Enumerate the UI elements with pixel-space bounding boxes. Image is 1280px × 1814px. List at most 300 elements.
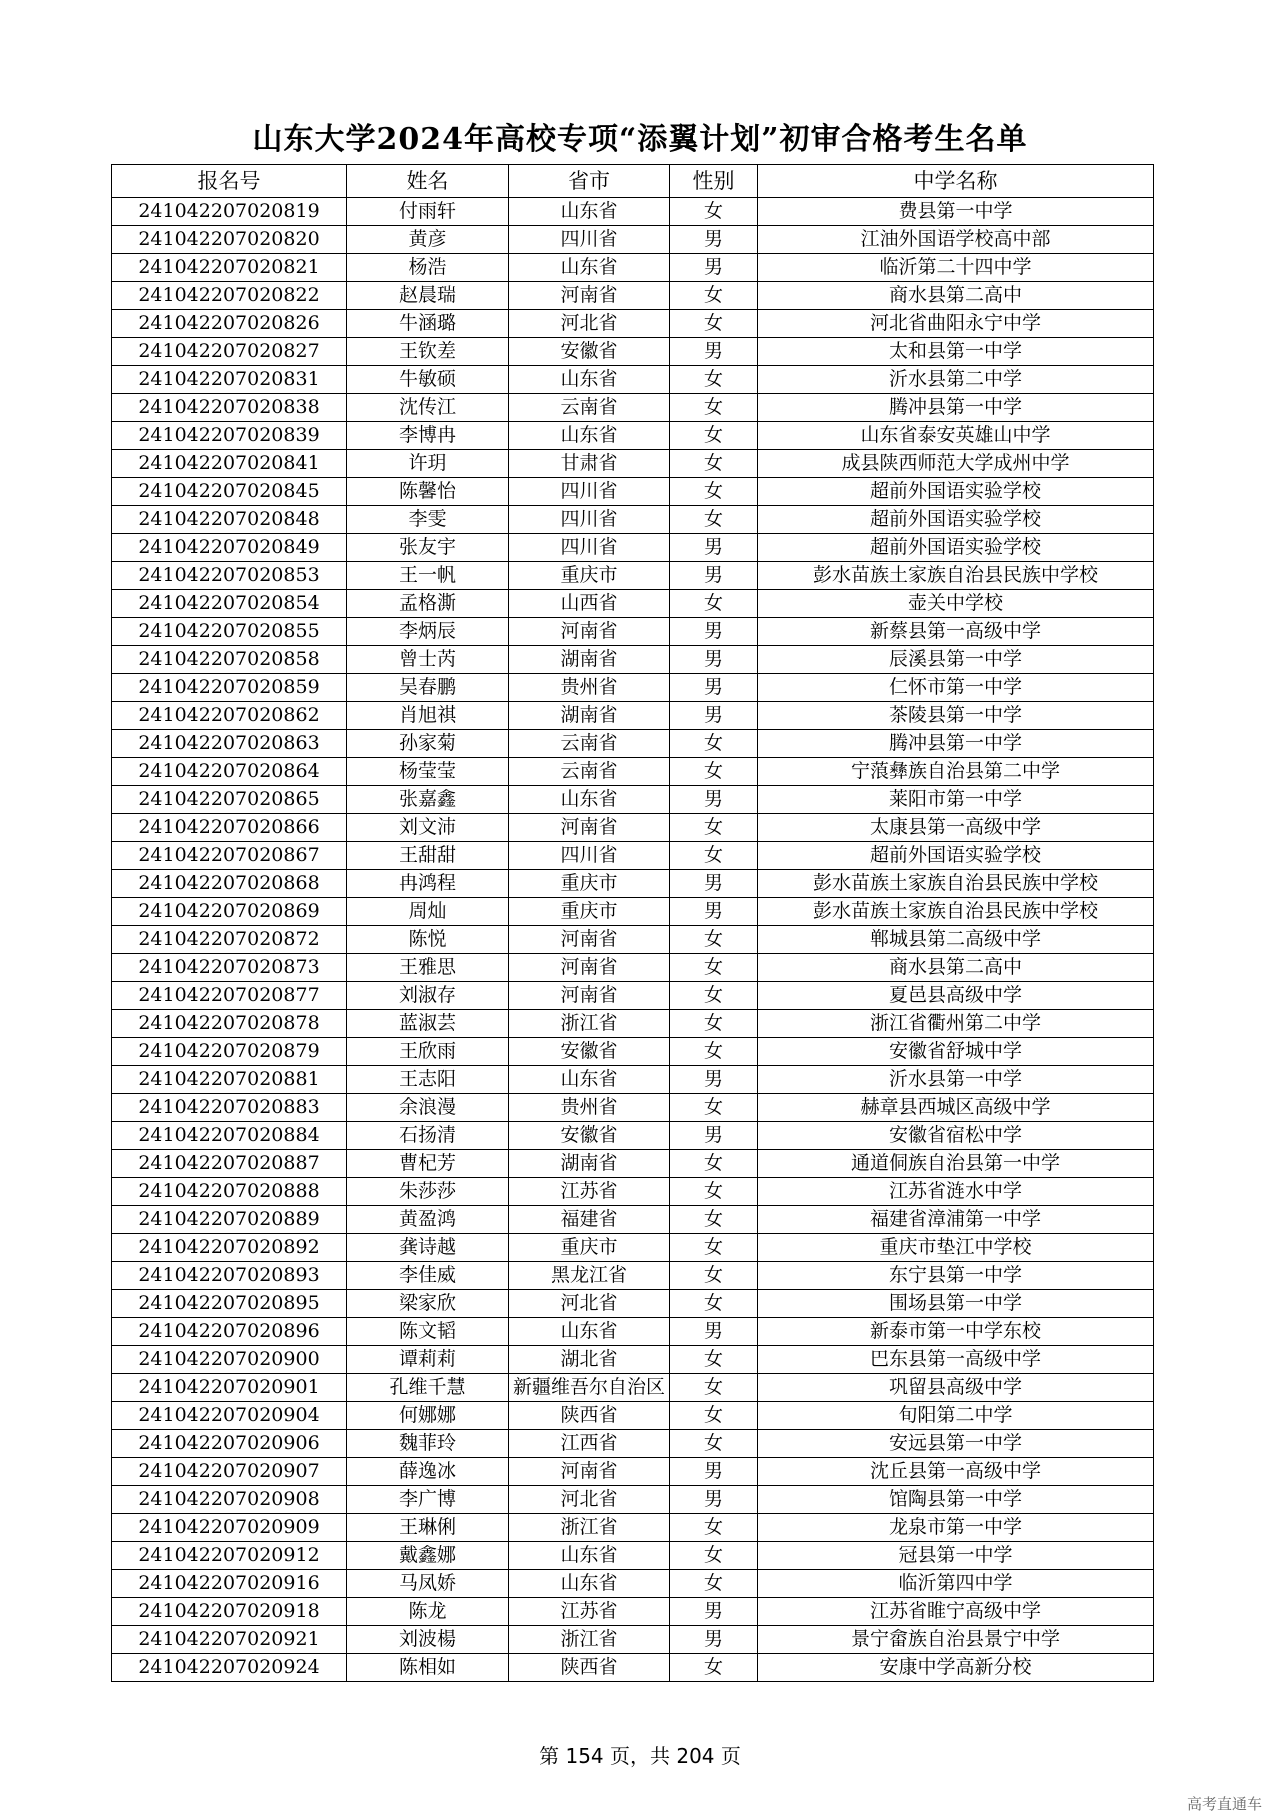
header-province: 省市 xyxy=(509,165,670,198)
table-row xyxy=(112,450,1154,478)
gender-cell: 女 xyxy=(670,198,758,226)
registration-number-cell: 241042207020859 xyxy=(112,674,347,702)
table-row xyxy=(112,1374,1154,1402)
school-cell: 沂水县第一中学 xyxy=(758,1066,1154,1094)
province-cell: 浙江省 xyxy=(509,1626,670,1654)
province-cell: 云南省 xyxy=(509,730,670,758)
province-cell: 河北省 xyxy=(509,1290,670,1318)
registration-number-cell: 241042207020884 xyxy=(112,1122,347,1150)
province-cell: 四川省 xyxy=(509,478,670,506)
registration-number-cell: 241042207020867 xyxy=(112,842,347,870)
registration-number-cell: 241042207020869 xyxy=(112,898,347,926)
province-cell: 安徽省 xyxy=(509,338,670,366)
table-row xyxy=(112,1598,1154,1626)
candidate-table xyxy=(111,164,1154,1682)
name-cell: 朱莎莎 xyxy=(347,1178,509,1206)
gender-cell: 女 xyxy=(670,758,758,786)
school-cell: 赫章县西城区高级中学 xyxy=(758,1094,1154,1122)
province-cell: 福建省 xyxy=(509,1206,670,1234)
school-cell: 沈丘县第一高级中学 xyxy=(758,1458,1154,1486)
gender-cell: 女 xyxy=(670,590,758,618)
registration-number-cell: 241042207020848 xyxy=(112,506,347,534)
gender-cell: 女 xyxy=(670,366,758,394)
name-cell: 李广博 xyxy=(347,1486,509,1514)
table-row xyxy=(112,786,1154,814)
name-cell: 蓝淑芸 xyxy=(347,1010,509,1038)
name-cell: 龚诗越 xyxy=(347,1234,509,1262)
registration-number-cell: 241042207020895 xyxy=(112,1290,347,1318)
name-cell: 黄盈鸿 xyxy=(347,1206,509,1234)
name-cell: 李佳威 xyxy=(347,1262,509,1290)
province-cell: 重庆市 xyxy=(509,898,670,926)
gender-cell: 女 xyxy=(670,730,758,758)
table-row xyxy=(112,226,1154,254)
table-row xyxy=(112,1626,1154,1654)
gender-cell: 女 xyxy=(670,1570,758,1598)
registration-number-cell: 241042207020863 xyxy=(112,730,347,758)
gender-cell: 女 xyxy=(670,982,758,1010)
name-cell: 谭莉莉 xyxy=(347,1346,509,1374)
school-cell: 超前外国语实验学校 xyxy=(758,478,1154,506)
name-cell: 陈相如 xyxy=(347,1654,509,1682)
school-cell: 太和县第一中学 xyxy=(758,338,1154,366)
header-gender: 性别 xyxy=(670,165,758,198)
table-row xyxy=(112,478,1154,506)
registration-number-cell: 241042207020896 xyxy=(112,1318,347,1346)
table-row xyxy=(112,702,1154,730)
school-cell: 郸城县第二高级中学 xyxy=(758,926,1154,954)
table-row xyxy=(112,394,1154,422)
province-cell: 重庆市 xyxy=(509,562,670,590)
name-cell: 王甜甜 xyxy=(347,842,509,870)
header-name: 姓名 xyxy=(347,165,509,198)
school-cell: 景宁畲族自治县景宁中学 xyxy=(758,1626,1154,1654)
registration-number-cell: 241042207020872 xyxy=(112,926,347,954)
gender-cell: 男 xyxy=(670,1486,758,1514)
table-row xyxy=(112,982,1154,1010)
registration-number-cell: 241042207020839 xyxy=(112,422,347,450)
school-cell: 冠县第一中学 xyxy=(758,1542,1154,1570)
name-cell: 孔维千慧 xyxy=(347,1374,509,1402)
registration-number-cell: 241042207020819 xyxy=(112,198,347,226)
province-cell: 四川省 xyxy=(509,842,670,870)
name-cell: 李炳辰 xyxy=(347,618,509,646)
registration-number-cell: 241042207020901 xyxy=(112,1374,347,1402)
school-cell: 壶关中学校 xyxy=(758,590,1154,618)
school-cell: 茶陵县第一中学 xyxy=(758,702,1154,730)
table-row xyxy=(112,1430,1154,1458)
name-cell: 曹杞芳 xyxy=(347,1150,509,1178)
table-row xyxy=(112,954,1154,982)
school-cell: 浙江省衢州第二中学 xyxy=(758,1010,1154,1038)
school-cell: 超前外国语实验学校 xyxy=(758,506,1154,534)
table-row xyxy=(112,506,1154,534)
table-row xyxy=(112,1038,1154,1066)
registration-number-cell: 241042207020916 xyxy=(112,1570,347,1598)
gender-cell: 女 xyxy=(670,1038,758,1066)
province-cell: 湖南省 xyxy=(509,702,670,730)
school-cell: 江苏省涟水中学 xyxy=(758,1178,1154,1206)
province-cell: 山东省 xyxy=(509,422,670,450)
gender-cell: 男 xyxy=(670,1066,758,1094)
registration-number-cell: 241042207020831 xyxy=(112,366,347,394)
school-cell: 河北省曲阳永宁中学 xyxy=(758,310,1154,338)
province-cell: 湖南省 xyxy=(509,646,670,674)
name-cell: 张友宇 xyxy=(347,534,509,562)
gender-cell: 女 xyxy=(670,450,758,478)
name-cell: 梁家欣 xyxy=(347,1290,509,1318)
gender-cell: 女 xyxy=(670,1542,758,1570)
school-cell: 安康中学高新分校 xyxy=(758,1654,1154,1682)
name-cell: 牛敏硕 xyxy=(347,366,509,394)
school-cell: 超前外国语实验学校 xyxy=(758,842,1154,870)
province-cell: 浙江省 xyxy=(509,1514,670,1542)
table-header-row xyxy=(112,165,1154,198)
gender-cell: 男 xyxy=(670,1626,758,1654)
province-cell: 新疆维吾尔自治区 xyxy=(509,1374,670,1402)
table-body xyxy=(112,198,1154,1682)
province-cell: 安徽省 xyxy=(509,1038,670,1066)
school-cell: 商水县第二高中 xyxy=(758,954,1154,982)
table-row xyxy=(112,1542,1154,1570)
gender-cell: 女 xyxy=(670,1094,758,1122)
registration-number-cell: 241042207020888 xyxy=(112,1178,347,1206)
registration-number-cell: 241042207020873 xyxy=(112,954,347,982)
school-cell: 新泰市第一中学东校 xyxy=(758,1318,1154,1346)
registration-number-cell: 241042207020893 xyxy=(112,1262,347,1290)
province-cell: 山东省 xyxy=(509,1318,670,1346)
name-cell: 马凤娇 xyxy=(347,1570,509,1598)
province-cell: 湖北省 xyxy=(509,1346,670,1374)
name-cell: 李博冉 xyxy=(347,422,509,450)
province-cell: 陕西省 xyxy=(509,1402,670,1430)
school-cell: 临沂第四中学 xyxy=(758,1570,1154,1598)
province-cell: 山东省 xyxy=(509,1542,670,1570)
table-row xyxy=(112,1570,1154,1598)
registration-number-cell: 241042207020906 xyxy=(112,1430,347,1458)
name-cell: 王雅思 xyxy=(347,954,509,982)
gender-cell: 男 xyxy=(670,1598,758,1626)
province-cell: 云南省 xyxy=(509,394,670,422)
registration-number-cell: 241042207020878 xyxy=(112,1010,347,1038)
gender-cell: 男 xyxy=(670,226,758,254)
school-cell: 彭水苗族土家族自治县民族中学校 xyxy=(758,562,1154,590)
name-cell: 周灿 xyxy=(347,898,509,926)
gender-cell: 女 xyxy=(670,1290,758,1318)
gender-cell: 女 xyxy=(670,954,758,982)
gender-cell: 男 xyxy=(670,646,758,674)
school-cell: 辰溪县第一中学 xyxy=(758,646,1154,674)
gender-cell: 女 xyxy=(670,926,758,954)
table-row xyxy=(112,674,1154,702)
gender-cell: 男 xyxy=(670,534,758,562)
school-cell: 重庆市垫江中学校 xyxy=(758,1234,1154,1262)
province-cell: 贵州省 xyxy=(509,674,670,702)
registration-number-cell: 241042207020855 xyxy=(112,618,347,646)
province-cell: 甘肃省 xyxy=(509,450,670,478)
gender-cell: 男 xyxy=(670,786,758,814)
name-cell: 薛逸冰 xyxy=(347,1458,509,1486)
province-cell: 河北省 xyxy=(509,1486,670,1514)
province-cell: 河南省 xyxy=(509,814,670,842)
registration-number-cell: 241042207020822 xyxy=(112,282,347,310)
table-row xyxy=(112,1066,1154,1094)
registration-number-cell: 241042207020838 xyxy=(112,394,347,422)
name-cell: 曾士芮 xyxy=(347,646,509,674)
name-cell: 魏菲玲 xyxy=(347,1430,509,1458)
school-cell: 商水县第二高中 xyxy=(758,282,1154,310)
table-row xyxy=(112,422,1154,450)
gender-cell: 男 xyxy=(670,674,758,702)
gender-cell: 女 xyxy=(670,310,758,338)
table-row xyxy=(112,1234,1154,1262)
name-cell: 牛涵璐 xyxy=(347,310,509,338)
table-row xyxy=(112,1290,1154,1318)
gender-cell: 女 xyxy=(670,1346,758,1374)
name-cell: 余浪漫 xyxy=(347,1094,509,1122)
registration-number-cell: 241042207020900 xyxy=(112,1346,347,1374)
name-cell: 陈悦 xyxy=(347,926,509,954)
table-row xyxy=(112,562,1154,590)
name-cell: 陈馨怡 xyxy=(347,478,509,506)
province-cell: 四川省 xyxy=(509,534,670,562)
registration-number-cell: 241042207020849 xyxy=(112,534,347,562)
province-cell: 四川省 xyxy=(509,226,670,254)
gender-cell: 女 xyxy=(670,1262,758,1290)
school-cell: 新蔡县第一高级中学 xyxy=(758,618,1154,646)
registration-number-cell: 241042207020883 xyxy=(112,1094,347,1122)
table-row xyxy=(112,1318,1154,1346)
registration-number-cell: 241042207020820 xyxy=(112,226,347,254)
table-row xyxy=(112,282,1154,310)
province-cell: 四川省 xyxy=(509,506,670,534)
registration-number-cell: 241042207020866 xyxy=(112,814,347,842)
registration-number-cell: 241042207020845 xyxy=(112,478,347,506)
province-cell: 云南省 xyxy=(509,758,670,786)
school-cell: 围场县第一中学 xyxy=(758,1290,1154,1318)
province-cell: 山西省 xyxy=(509,590,670,618)
table-row xyxy=(112,198,1154,226)
registration-number-cell: 241042207020821 xyxy=(112,254,347,282)
registration-number-cell: 241042207020877 xyxy=(112,982,347,1010)
province-cell: 湖南省 xyxy=(509,1150,670,1178)
name-cell: 王钦差 xyxy=(347,338,509,366)
school-cell: 龙泉市第一中学 xyxy=(758,1514,1154,1542)
table-row xyxy=(112,1010,1154,1038)
school-cell: 太康县第一高级中学 xyxy=(758,814,1154,842)
school-cell: 安徽省宿松中学 xyxy=(758,1122,1154,1150)
name-cell: 赵晨瑞 xyxy=(347,282,509,310)
watermark: 高考直通车 xyxy=(1186,1795,1262,1813)
table-row xyxy=(112,1178,1154,1206)
province-cell: 河南省 xyxy=(509,618,670,646)
table-row xyxy=(112,1402,1154,1430)
gender-cell: 女 xyxy=(670,1430,758,1458)
name-cell: 许玥 xyxy=(347,450,509,478)
school-cell: 通道侗族自治县第一中学 xyxy=(758,1150,1154,1178)
name-cell: 陈文韬 xyxy=(347,1318,509,1346)
name-cell: 石扬清 xyxy=(347,1122,509,1150)
school-cell: 费县第一中学 xyxy=(758,198,1154,226)
name-cell: 黄彦 xyxy=(347,226,509,254)
province-cell: 安徽省 xyxy=(509,1122,670,1150)
province-cell: 陕西省 xyxy=(509,1654,670,1682)
province-cell: 河南省 xyxy=(509,282,670,310)
school-cell: 安远县第一中学 xyxy=(758,1430,1154,1458)
province-cell: 山东省 xyxy=(509,198,670,226)
gender-cell: 男 xyxy=(670,702,758,730)
gender-cell: 男 xyxy=(670,618,758,646)
registration-number-cell: 241042207020858 xyxy=(112,646,347,674)
registration-number-cell: 241042207020924 xyxy=(112,1654,347,1682)
registration-number-cell: 241042207020889 xyxy=(112,1206,347,1234)
gender-cell: 女 xyxy=(670,1178,758,1206)
table-row xyxy=(112,534,1154,562)
registration-number-cell: 241042207020841 xyxy=(112,450,347,478)
school-cell: 巩留县高级中学 xyxy=(758,1374,1154,1402)
table-row xyxy=(112,1486,1154,1514)
registration-number-cell: 241042207020908 xyxy=(112,1486,347,1514)
gender-cell: 女 xyxy=(670,842,758,870)
page-footer: 第 154 页，共 204 页 xyxy=(539,1744,741,1768)
registration-number-cell: 241042207020881 xyxy=(112,1066,347,1094)
school-cell: 山东省泰安英雄山中学 xyxy=(758,422,1154,450)
school-cell: 安徽省舒城中学 xyxy=(758,1038,1154,1066)
name-cell: 孙家菊 xyxy=(347,730,509,758)
table-row xyxy=(112,310,1154,338)
school-cell: 彭水苗族土家族自治县民族中学校 xyxy=(758,870,1154,898)
gender-cell: 女 xyxy=(670,1234,758,1262)
registration-number-cell: 241042207020868 xyxy=(112,870,347,898)
table-row xyxy=(112,870,1154,898)
table-row xyxy=(112,926,1154,954)
name-cell: 杨浩 xyxy=(347,254,509,282)
gender-cell: 女 xyxy=(670,814,758,842)
gender-cell: 女 xyxy=(670,282,758,310)
province-cell: 山东省 xyxy=(509,1570,670,1598)
table-row xyxy=(112,842,1154,870)
province-cell: 浙江省 xyxy=(509,1010,670,1038)
table-row xyxy=(112,898,1154,926)
province-cell: 江西省 xyxy=(509,1430,670,1458)
school-cell: 成县陕西师范大学成州中学 xyxy=(758,450,1154,478)
registration-number-cell: 241042207020862 xyxy=(112,702,347,730)
name-cell: 沈传江 xyxy=(347,394,509,422)
school-cell: 超前外国语实验学校 xyxy=(758,534,1154,562)
school-cell: 夏邑县高级中学 xyxy=(758,982,1154,1010)
registration-number-cell: 241042207020904 xyxy=(112,1402,347,1430)
gender-cell: 男 xyxy=(670,1458,758,1486)
table-row xyxy=(112,254,1154,282)
gender-cell: 女 xyxy=(670,1150,758,1178)
table-row xyxy=(112,1654,1154,1682)
province-cell: 重庆市 xyxy=(509,870,670,898)
school-cell: 沂水县第二中学 xyxy=(758,366,1154,394)
gender-cell: 男 xyxy=(670,1318,758,1346)
name-cell: 王志阳 xyxy=(347,1066,509,1094)
table-row xyxy=(112,1514,1154,1542)
table-row xyxy=(112,730,1154,758)
name-cell: 杨莹莹 xyxy=(347,758,509,786)
table-row xyxy=(112,646,1154,674)
school-cell: 腾冲县第一中学 xyxy=(758,394,1154,422)
name-cell: 张嘉鑫 xyxy=(347,786,509,814)
gender-cell: 女 xyxy=(670,1010,758,1038)
school-cell: 仁怀市第一中学 xyxy=(758,674,1154,702)
table-row xyxy=(112,618,1154,646)
name-cell: 吴春鹏 xyxy=(347,674,509,702)
school-cell: 彭水苗族土家族自治县民族中学校 xyxy=(758,898,1154,926)
registration-number-cell: 241042207020826 xyxy=(112,310,347,338)
gender-cell: 女 xyxy=(670,1206,758,1234)
registration-number-cell: 241042207020854 xyxy=(112,590,347,618)
province-cell: 贵州省 xyxy=(509,1094,670,1122)
province-cell: 江苏省 xyxy=(509,1598,670,1626)
registration-number-cell: 241042207020879 xyxy=(112,1038,347,1066)
registration-number-cell: 241042207020827 xyxy=(112,338,347,366)
table-row xyxy=(112,1094,1154,1122)
gender-cell: 女 xyxy=(670,394,758,422)
province-cell: 山东省 xyxy=(509,366,670,394)
table-row xyxy=(112,366,1154,394)
school-cell: 腾冲县第一中学 xyxy=(758,730,1154,758)
name-cell: 王琳俐 xyxy=(347,1514,509,1542)
name-cell: 陈龙 xyxy=(347,1598,509,1626)
registration-number-cell: 241042207020912 xyxy=(112,1542,347,1570)
gender-cell: 男 xyxy=(670,870,758,898)
name-cell: 李雯 xyxy=(347,506,509,534)
registration-number-cell: 241042207020887 xyxy=(112,1150,347,1178)
school-cell: 莱阳市第一中学 xyxy=(758,786,1154,814)
school-cell: 临沂第二十四中学 xyxy=(758,254,1154,282)
name-cell: 肖旭祺 xyxy=(347,702,509,730)
name-cell: 付雨轩 xyxy=(347,198,509,226)
table-row xyxy=(112,758,1154,786)
table-row xyxy=(112,1122,1154,1150)
registration-number-cell: 241042207020892 xyxy=(112,1234,347,1262)
gender-cell: 男 xyxy=(670,338,758,366)
header-school: 中学名称 xyxy=(758,165,1154,198)
school-cell: 旬阳第二中学 xyxy=(758,1402,1154,1430)
gender-cell: 女 xyxy=(670,478,758,506)
province-cell: 江苏省 xyxy=(509,1178,670,1206)
name-cell: 王一帆 xyxy=(347,562,509,590)
gender-cell: 女 xyxy=(670,1374,758,1402)
name-cell: 刘波楊 xyxy=(347,1626,509,1654)
province-cell: 河南省 xyxy=(509,926,670,954)
school-cell: 福建省漳浦第一中学 xyxy=(758,1206,1154,1234)
registration-number-cell: 241042207020918 xyxy=(112,1598,347,1626)
province-cell: 重庆市 xyxy=(509,1234,670,1262)
gender-cell: 男 xyxy=(670,898,758,926)
table-row xyxy=(112,1206,1154,1234)
registration-number-cell: 241042207020907 xyxy=(112,1458,347,1486)
gender-cell: 女 xyxy=(670,1402,758,1430)
page-title: 山东大学2024年高校专项“添翼计划”初审合格考生名单 xyxy=(252,122,1028,157)
name-cell: 何娜娜 xyxy=(347,1402,509,1430)
gender-cell: 女 xyxy=(670,1654,758,1682)
table-row xyxy=(112,338,1154,366)
registration-number-cell: 241042207020909 xyxy=(112,1514,347,1542)
province-cell: 山东省 xyxy=(509,1066,670,1094)
table-row xyxy=(112,1150,1154,1178)
province-cell: 河南省 xyxy=(509,954,670,982)
registration-number-cell: 241042207020865 xyxy=(112,786,347,814)
gender-cell: 男 xyxy=(670,1122,758,1150)
table-row xyxy=(112,1262,1154,1290)
school-cell: 巴东县第一高级中学 xyxy=(758,1346,1154,1374)
gender-cell: 男 xyxy=(670,254,758,282)
